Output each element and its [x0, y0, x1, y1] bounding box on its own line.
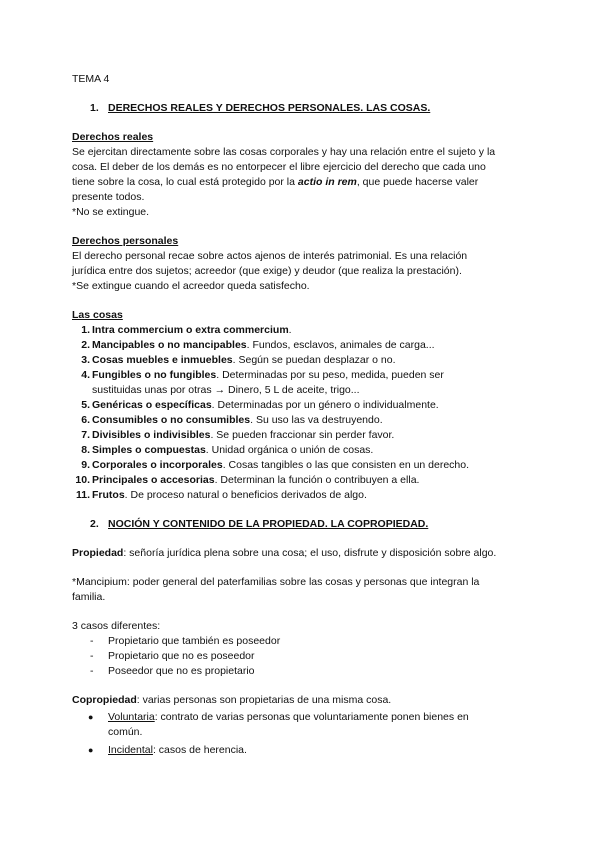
casos-intro: 3 casos diferentes: [72, 620, 161, 632]
derechos-personales-line: jurídica entre dos sujetos; acreedor (que exige) y deudor (que realiza la prestación). [72, 265, 462, 277]
list-desc: : contrato de varias personas que voluntariamente ponen bienes en [154, 711, 469, 723]
list-number: 10. [75, 474, 90, 486]
derechos-reales-line: cosa. El deber de los demás es no entorpecer el libre ejercicio del derecho que cada uno [72, 161, 486, 173]
section2-title: NOCIÓN Y CONTENIDO DE LA PROPIEDAD. LA COPROPIEDAD. [108, 518, 429, 530]
list-term: Incidental [108, 744, 153, 756]
list-desc: . Determinadas por su peso, medida, pueden ser [216, 369, 444, 381]
list-number: 6. [81, 414, 90, 426]
list-term: Fungibles o no fungibles [92, 369, 217, 381]
text-segment: tiene sobre la cosa, lo cual está protegido por la [72, 176, 298, 188]
text-segment: , que puede hacerse valer [356, 176, 479, 188]
list-term: Mancipables o no mancipables [92, 339, 247, 351]
list-item [81, 428, 532, 443]
bullet-icon: ● [88, 712, 94, 722]
list-item [81, 398, 532, 413]
derechos-personales-heading: Derechos personales [72, 235, 179, 247]
propiedad-desc: : señoría jurídica plena sobre una cosa; el uso, disfrute y disposición sobre algo. [123, 547, 497, 559]
section1-number: 1. [90, 102, 99, 114]
list-item [88, 743, 508, 758]
mancipium-line: *Mancipium: poder general del paterfamilias sobre las cosas y personas que integran la [72, 576, 480, 588]
list-term: Divisibles o indivisibles [92, 429, 211, 441]
list-desc: . Cosas tangibles o las que consisten en un derecho. [222, 459, 470, 471]
list-desc: . De proceso natural o beneficios derivados de algo. [124, 489, 367, 501]
mancipium-line: familia. [72, 591, 106, 603]
list-text: Propietario que también es poseedor [108, 635, 281, 647]
list-item [90, 649, 255, 664]
list-desc-continued: común. [108, 726, 143, 738]
list-desc: : casos de herencia. [152, 744, 247, 756]
list-item [81, 323, 532, 338]
derechos-reales-line: presente todos. [72, 191, 145, 203]
list-item [90, 634, 281, 649]
dash-marker: - [90, 665, 94, 677]
derechos-personales-line: El derecho personal recae sobre actos ajenos de interés patrimonial. Es una relación [72, 250, 468, 262]
list-desc: . Según se puedan desplazar o no. [232, 354, 396, 366]
list-term: Frutos [92, 489, 125, 501]
list-item [90, 664, 255, 679]
list-number: 4. [81, 369, 90, 381]
list-number: 9. [81, 459, 90, 471]
list-term: Genéricas o específicas [92, 399, 212, 411]
copropiedad-desc: : varias personas son propietarias de una misma cosa. [136, 694, 392, 706]
tema-label: TEMA 4 [72, 73, 110, 85]
list-term: Simples o compuestas [92, 444, 206, 456]
dash-marker: - [90, 650, 94, 662]
propiedad-definition [72, 546, 496, 561]
list-desc: . Unidad orgánica o unión de cosas. [205, 444, 374, 456]
list-item [81, 443, 532, 458]
list-item [81, 413, 532, 428]
derechos-personales-note: *Se extingue cuando el acreedor queda satisfecho. [72, 280, 310, 292]
list-number: 7. [81, 429, 90, 441]
propiedad-term: Propiedad [72, 547, 124, 559]
actio-in-rem-term: actio in rem [297, 176, 357, 188]
list-item [81, 338, 532, 353]
list-item [81, 353, 532, 368]
list-number: 1. [81, 324, 90, 336]
list-item [81, 368, 532, 398]
list-term: Principales o accesorias [92, 474, 215, 486]
derechos-reales-heading: Derechos reales [72, 131, 154, 143]
section1-title: DERECHOS REALES Y DERECHOS PERSONALES. LAS COSAS. [108, 102, 431, 114]
list-item [75, 473, 532, 488]
list-desc: . Determinadas por un género o individualmente. [211, 399, 439, 411]
list-desc-continued: sustituidas unas por otras → Dinero, 5 L de aceite, trigo... [92, 384, 360, 396]
list-number: 5. [81, 399, 90, 411]
list-term: Corporales o incorporales [92, 459, 223, 471]
list-item [81, 458, 532, 473]
list-text: Poseedor que no es propietario [108, 665, 255, 677]
las-cosas-heading: Las cosas [72, 309, 123, 321]
list-number: 2. [81, 339, 90, 351]
bullet-icon: ● [88, 745, 94, 755]
list-term: Voluntaria [108, 711, 155, 723]
dash-marker: - [90, 635, 94, 647]
derechos-reales-line: Se ejercitan directamente sobre las cosas corporales y hay una relación entre el sujeto y la [72, 146, 496, 158]
derechos-reales-note: *No se extingue. [72, 206, 150, 218]
copropiedad-term: Copropiedad [72, 694, 137, 706]
copropiedad-definition [72, 693, 391, 708]
list-number: 11. [75, 489, 90, 501]
section2-number: 2. [90, 518, 99, 530]
derechos-reales-line [72, 175, 478, 190]
list-text: Propietario que no es poseedor [108, 650, 255, 662]
list-desc: . Fundos, esclavos, animales de carga... [246, 339, 435, 351]
list-term: Intra commercium o extra commercium [92, 324, 289, 336]
list-item [75, 488, 532, 503]
list-item [88, 710, 508, 740]
list-number: 3. [81, 354, 90, 366]
list-desc: . Su uso las va destruyendo. [250, 414, 383, 426]
list-number: 8. [81, 444, 90, 456]
list-desc: . [288, 324, 292, 336]
list-term: Consumibles o no consumibles [92, 414, 251, 426]
list-desc: . Se pueden fraccionar sin perder favor. [210, 429, 395, 441]
list-term: Cosas muebles e inmuebles [92, 354, 233, 366]
list-desc: . Determinan la función o contribuyen a ella. [214, 474, 420, 486]
